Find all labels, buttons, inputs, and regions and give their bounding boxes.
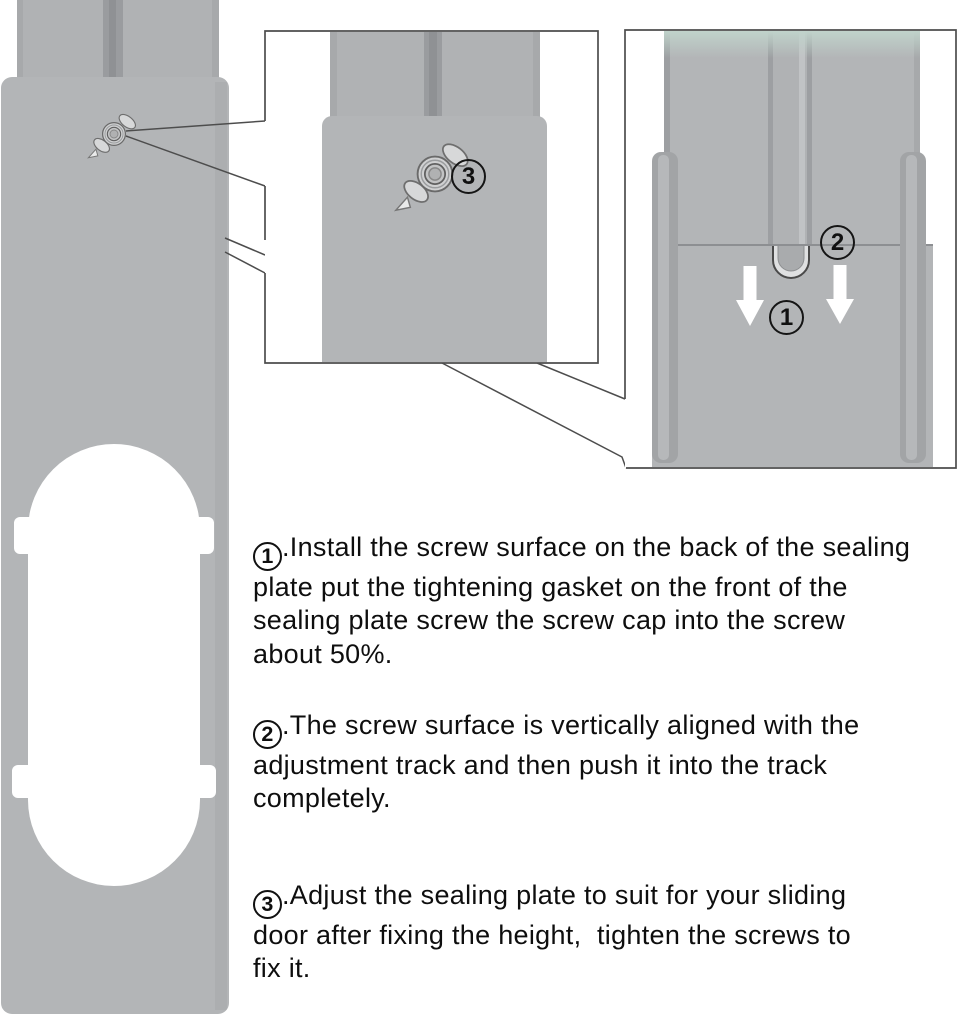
step-1-circled-number: 1 [253, 542, 282, 571]
screw-surface-hook-icon [773, 246, 809, 278]
hose-cutout [12, 444, 216, 886]
cutout-notch [12, 765, 36, 798]
detail-inset-box [265, 31, 598, 376]
slide-panel-top [17, 0, 219, 78]
lower-plate [652, 246, 933, 468]
instruction-2-line-1: .The screw surface is vertically aligned with the [282, 710, 860, 740]
instruction-step-2 [253, 709, 962, 816]
callout-label-step-2: 2 [820, 225, 855, 260]
instruction-3-line-2: door after fixing the height, tighten the screws to [253, 919, 851, 950]
slide-panel-top-zoomed [330, 32, 540, 118]
cutout-notch [192, 517, 214, 554]
door-glass-tint [664, 31, 920, 58]
instruction-1-line-1: .Install the screw surface on the back of the sealing [282, 532, 911, 562]
center-rail [768, 31, 812, 246]
step-2-circled-number: 2 [253, 720, 282, 749]
instruction-3-line-1: .Adjust the sealing plate to suit for your sliding [282, 880, 847, 910]
rail-left [652, 152, 678, 463]
track-inset-box [625, 30, 956, 468]
instruction-3-line-3: fix it. [253, 953, 311, 984]
instruction-1-line-2: plate put the tightening gasket on the front of the [253, 571, 848, 602]
instruction-step-3 [253, 879, 962, 986]
callout-label-step-3: 3 [451, 159, 486, 194]
step-3-circled-number: 3 [253, 890, 282, 919]
callout-label-step-1: 1 [769, 300, 804, 335]
detail-inset-content [322, 32, 547, 376]
instruction-1-line-4: about 50%. [253, 638, 393, 669]
track-inset-content [652, 31, 933, 468]
front-plate-zoomed [322, 116, 547, 376]
instruction-1-line-3: sealing plate screw the screw cap into the screw [253, 605, 846, 636]
cutout-notch [192, 765, 216, 798]
instruction-step-1 [253, 531, 962, 671]
sealing-plate-left [1, 0, 229, 1014]
cutout-notch [14, 517, 36, 554]
instruction-2-line-2: adjustment track and then push it into the track [253, 749, 828, 780]
rail-right [900, 152, 926, 463]
instruction-2-line-3: completely. [253, 783, 391, 814]
